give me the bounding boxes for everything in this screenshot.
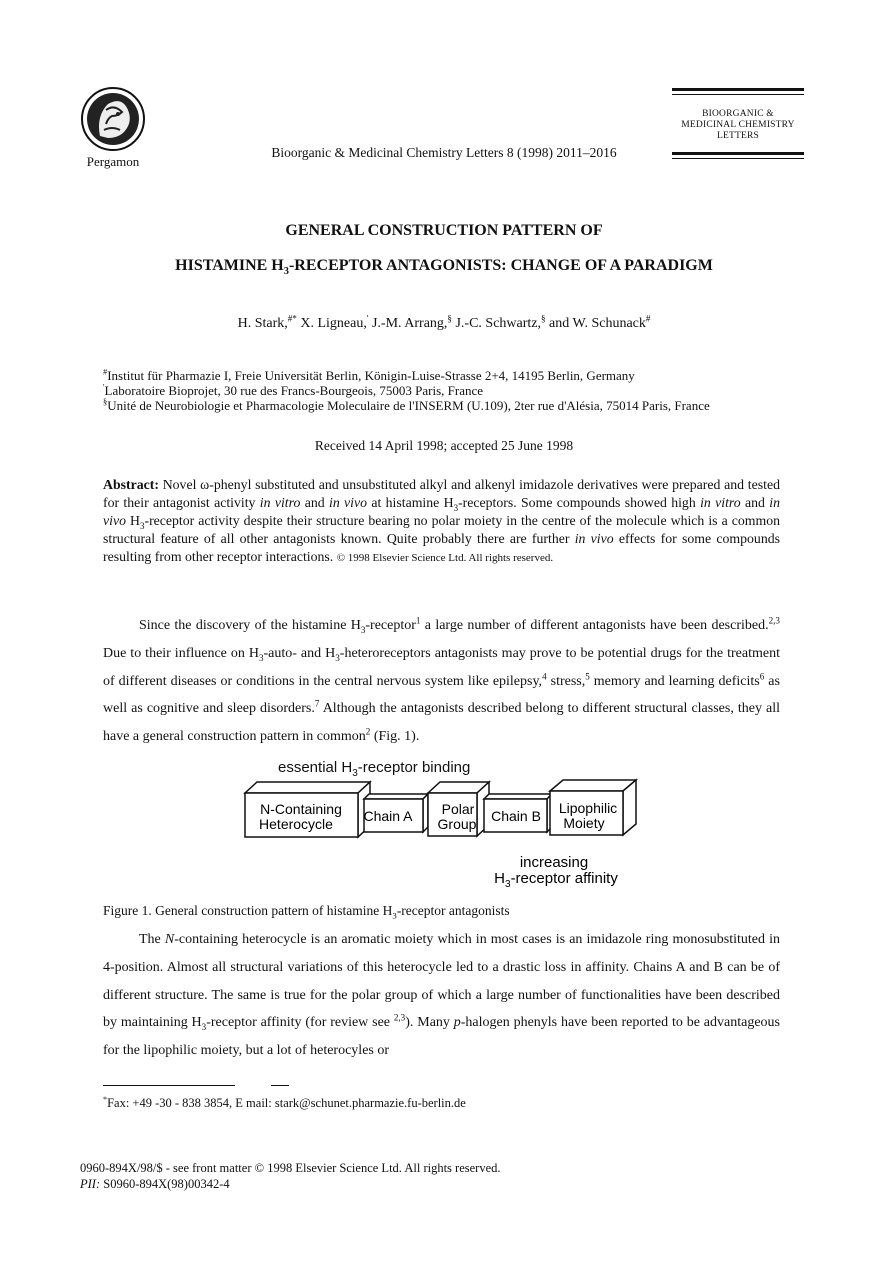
author: W. Schunack	[572, 316, 646, 331]
rule	[672, 158, 804, 159]
copyright-notice: © 1998 Elsevier Science Ltd. All rights reserved.	[336, 552, 554, 564]
figure-bottom-label-2: $H_3$-receptor affinity	[494, 870, 618, 890]
body-paragraph: Since the discovery of the histamine $H_3-receptor^1$ a large number of different antagonists have been described.$^{2,3}$ Due to their influence on $H_3-auto-$ and $H_3$-heteroreceptors antagonists may prove to be potential drugs for the treatment of different diseases or conditions in the central nervous system like epilepsy,$^4$ stress,$^5$ memory and learning deficits$^6$ as well as cognitive and sleep disorders.$^7$ Although the antagonists described belong to different structural classes, they all have a general construction pattern in common$^2$ (Fig. 1).	[103, 615, 780, 745]
svg-text:Chain A: Chain A	[363, 808, 413, 824]
figure-construction-pattern	[238, 752, 650, 892]
received-dates: Received 14 April 1998; accepted 25 June 1998	[314, 438, 574, 453]
title-line-1: GENERAL CONSTRUCTION PATTERN OF	[285, 222, 603, 239]
rule	[672, 94, 804, 95]
author-list: H. Stark,#* X. Ligneau,' J.-M. Arrang,§ J.-C. Schwartz,§ and W. Schunack#	[237, 313, 651, 331]
figure-caption: Figure 1. General construction pattern of histamine $H_3$-receptor antagonists	[103, 903, 510, 921]
front-matter-note	[80, 1160, 501, 1192]
journal-name-box	[672, 88, 804, 159]
journal-name-line: LETTERS	[716, 131, 760, 141]
author-mark: #	[645, 313, 651, 324]
box-chain-b	[484, 794, 552, 832]
author-mark: '	[366, 313, 369, 324]
author-mark: #*	[287, 313, 297, 324]
box-heterocycle	[245, 782, 370, 837]
svg-text:Chain B: Chain B	[491, 808, 541, 824]
rule	[672, 152, 804, 155]
affiliation: §Unité de Neurobiologie et Pharmacologie Moleculaire de l'INSERM (U.109), 2ter rue d'Alésia, 75014 Paris, France	[103, 396, 710, 413]
pii-line: PII: S0960-894X(98)00342-4	[80, 1177, 230, 1191]
figure-bottom-label-1: increasing	[519, 854, 589, 871]
author-mark: §	[447, 313, 452, 324]
publisher-name: Pergamon	[86, 154, 140, 169]
affiliation: #Institut für Pharmazie I, Freie Universität Berlin, Königin-Luise-Strasse 2+4, 14195 Berlin, Germany	[103, 366, 635, 383]
footnote: *Fax: +49 -30 - 838 3854, E mail: stark@schunet.pharmazie.fu-berlin.de	[103, 1094, 466, 1110]
author: H. Stark,	[237, 316, 288, 331]
svg-text:Heterocycle: Heterocycle	[259, 816, 333, 832]
box-chain-a	[363, 794, 428, 832]
abstract-label: Abstract:	[103, 477, 159, 492]
svg-text:N-Containing: N-Containing	[260, 801, 342, 817]
body-paragraph: The N-containing heterocycle is an aromatic moiety which in most cases is an imidazole ring monosubstituted in 4-position. Almost all structural variations of this heterocycle led to a drastic loss in affinity. Chains A and B can be of different structure. The same is true for the polar group of which a large number of functionalities have been described by maintaining $H_3$-receptor affinity (for review see $^{2,3}$). Many p-halogen phenyls have been reported to be advantageous for the lipophilic moiety, but a lot of heterocyles or	[103, 932, 780, 1059]
elsevier-tree-emblem	[78, 86, 148, 152]
author: J.-M. Arrang,	[371, 316, 448, 331]
author: J.-C. Schwartz,	[455, 316, 541, 331]
issn-line: 0960-894X/98/$ - see front matter © 1998 Elsevier Science Ltd. All rights reserved.	[80, 1161, 501, 1175]
box-polar-group	[428, 782, 489, 836]
footnote-rule	[103, 1085, 289, 1095]
journal-name-line: BIOORGANIC &	[702, 109, 774, 119]
journal-name-line: MEDICINAL CHEMISTRY	[681, 120, 795, 130]
figure-top-label: essential $H_3$-receptor binding	[278, 759, 471, 779]
title-line-2: HISTAMINE $H_3$-RECEPTOR ANTAGONISTS: CHANGE OF A PARADIGM	[175, 257, 713, 278]
box-lipophilic-moiety	[550, 780, 636, 835]
svg-text:Moiety: Moiety	[563, 815, 605, 831]
journal-name	[672, 109, 804, 142]
author: X. Ligneau,	[300, 316, 367, 331]
svg-text:Lipophilic: Lipophilic	[558, 800, 618, 816]
svg-text:Polar: Polar	[441, 801, 475, 817]
rule	[672, 88, 804, 91]
author-mark: §	[541, 313, 546, 324]
svg-text:Group: Group	[437, 816, 477, 832]
journal-reference: Bioorganic & Medicinal Chemistry Letters 8 (1998) 2011–2016	[271, 145, 617, 160]
affiliation: 'Laboratoire Bioprojet, 30 rue des Francs-Bourgeois, 75003 Paris, France	[103, 381, 484, 398]
abstract: Abstract: Novel ω-phenyl substituted and unsubstituted alkyl and alkenyl imidazole derivatives were prepared and tested for their antagonist activity in vitro and in vivo at histamine $H_3$-receptors. Some compounds showed high in vitro and in vivo $H_3$-receptor activity despite their structure bearing no polar moiety in the centre of the molecule which is a common structural feature of all other antagonists known. Quite probably there are further in vivo effects for some compounds resulting from other receptor interactions. © 1998 Elsevier Science Ltd. All rights reserved.	[103, 477, 780, 564]
